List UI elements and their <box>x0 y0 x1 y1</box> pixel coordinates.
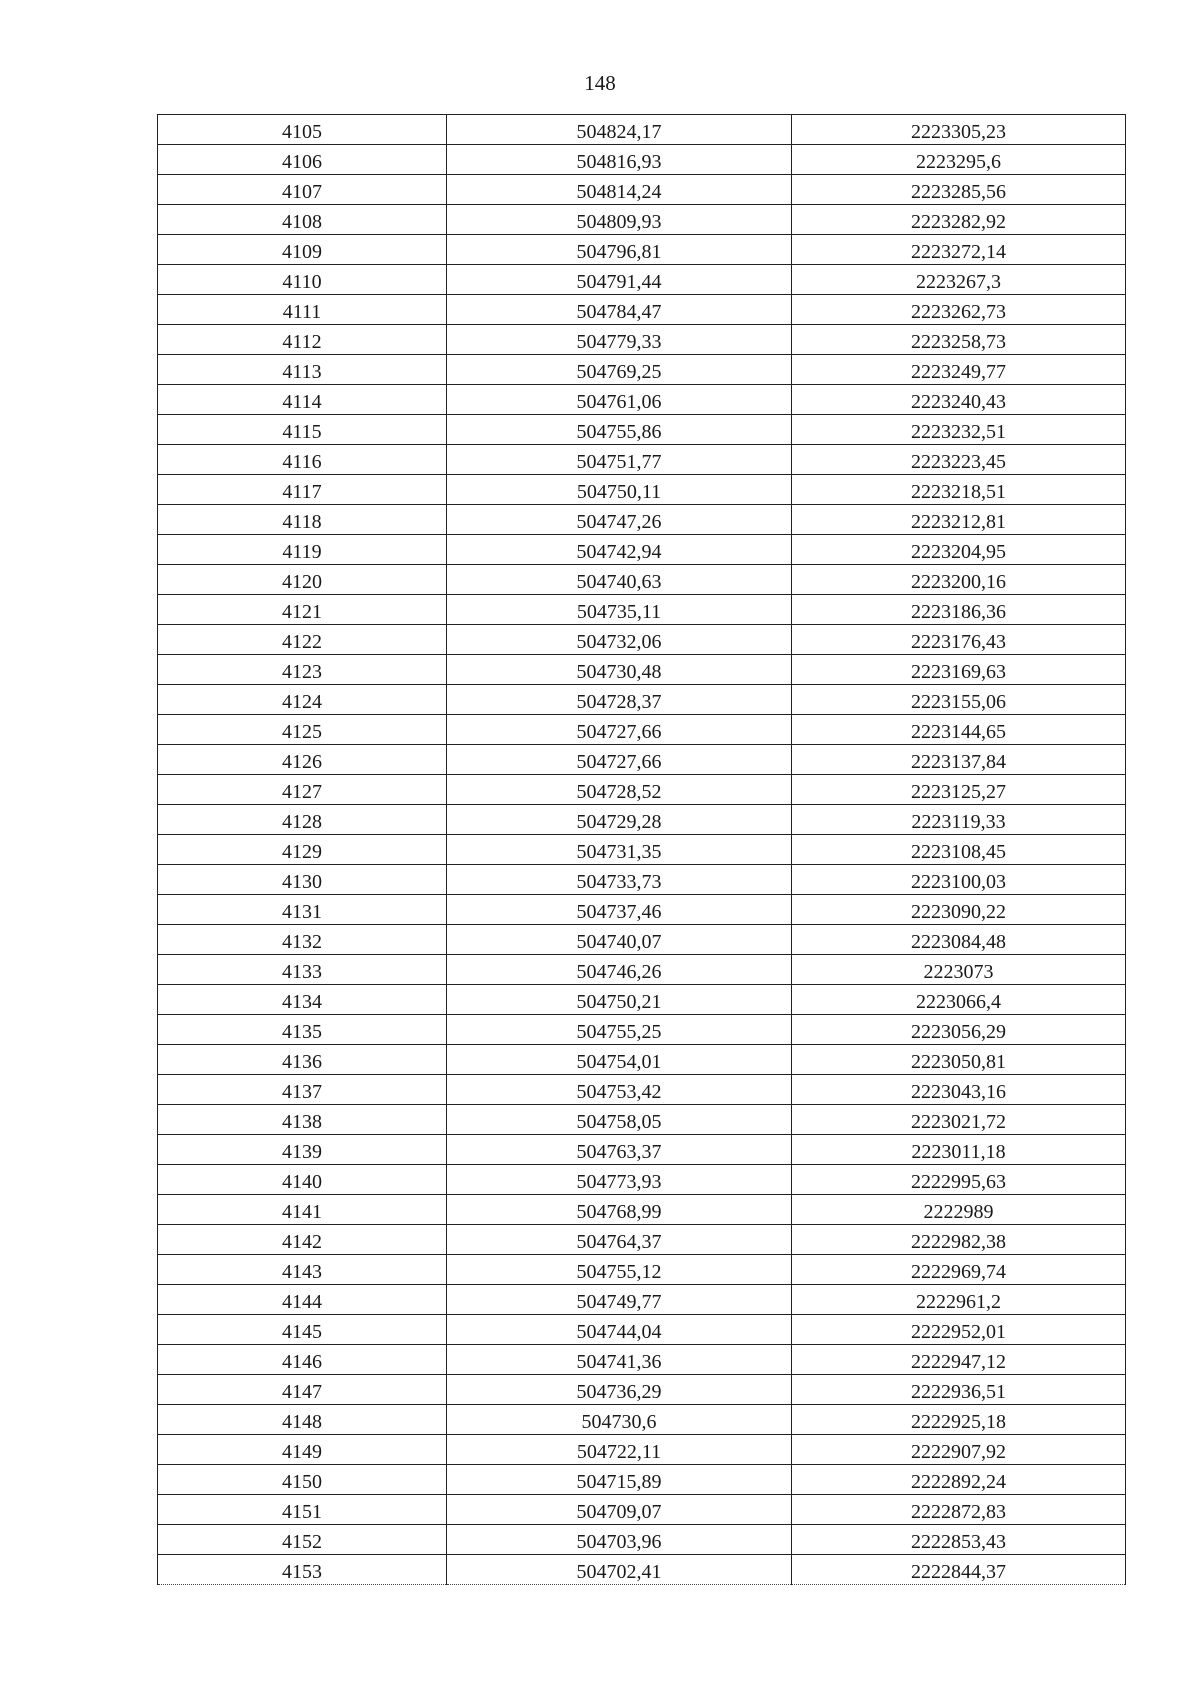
point-number-cell: 4123 <box>158 655 447 685</box>
y-coordinate-cell: 2223295,6 <box>792 145 1126 175</box>
y-coordinate-cell: 2223232,51 <box>792 415 1126 445</box>
x-coordinate-cell: 504816,93 <box>447 145 792 175</box>
table-row <box>158 955 1126 985</box>
point-number-cell: 4108 <box>158 205 447 235</box>
table-row <box>158 895 1126 925</box>
point-number-cell: 4148 <box>158 1405 447 1435</box>
point-number-cell: 4134 <box>158 985 447 1015</box>
point-number-cell: 4121 <box>158 595 447 625</box>
x-coordinate-cell: 504746,26 <box>447 955 792 985</box>
x-coordinate-cell: 504750,11 <box>447 475 792 505</box>
table-row <box>158 685 1126 715</box>
table-row <box>158 1495 1126 1525</box>
coordinates-table-body <box>158 115 1126 1585</box>
table-row <box>158 505 1126 535</box>
table-row <box>158 925 1126 955</box>
y-coordinate-cell: 2223218,51 <box>792 475 1126 505</box>
point-number-cell: 4126 <box>158 745 447 775</box>
y-coordinate-cell: 2223100,03 <box>792 865 1126 895</box>
y-coordinate-cell: 2223021,72 <box>792 1105 1126 1135</box>
table-row <box>158 1315 1126 1345</box>
table-row <box>158 775 1126 805</box>
table-row <box>158 1045 1126 1075</box>
point-number-cell: 4105 <box>158 115 447 145</box>
y-coordinate-cell: 2223119,33 <box>792 805 1126 835</box>
point-number-cell: 4151 <box>158 1495 447 1525</box>
page-number: 148 <box>584 71 616 95</box>
table-row <box>158 1285 1126 1315</box>
x-coordinate-cell: 504736,29 <box>447 1375 792 1405</box>
point-number-cell: 4146 <box>158 1345 447 1375</box>
point-number-cell: 4132 <box>158 925 447 955</box>
point-number-cell: 4127 <box>158 775 447 805</box>
point-number-cell: 4152 <box>158 1525 447 1555</box>
y-coordinate-cell: 2222952,01 <box>792 1315 1126 1345</box>
point-number-cell: 4140 <box>158 1165 447 1195</box>
point-number-cell: 4119 <box>158 535 447 565</box>
y-coordinate-cell: 2223137,84 <box>792 745 1126 775</box>
y-coordinate-cell: 2223066,4 <box>792 985 1126 1015</box>
x-coordinate-cell: 504747,26 <box>447 505 792 535</box>
table-row <box>158 265 1126 295</box>
y-coordinate-cell: 2223285,56 <box>792 175 1126 205</box>
y-coordinate-cell: 2223262,73 <box>792 295 1126 325</box>
x-coordinate-cell: 504728,37 <box>447 685 792 715</box>
x-coordinate-cell: 504740,63 <box>447 565 792 595</box>
y-coordinate-cell: 2223155,06 <box>792 685 1126 715</box>
x-coordinate-cell: 504703,96 <box>447 1525 792 1555</box>
y-coordinate-cell: 2222989 <box>792 1195 1126 1225</box>
point-number-cell: 4120 <box>158 565 447 595</box>
y-coordinate-cell: 2223108,45 <box>792 835 1126 865</box>
table-row <box>158 1105 1126 1135</box>
y-coordinate-cell: 2223223,45 <box>792 445 1126 475</box>
y-coordinate-cell: 2223125,27 <box>792 775 1126 805</box>
x-coordinate-cell: 504744,04 <box>447 1315 792 1345</box>
point-number-cell: 4124 <box>158 685 447 715</box>
x-coordinate-cell: 504796,81 <box>447 235 792 265</box>
x-coordinate-cell: 504763,37 <box>447 1135 792 1165</box>
table-row <box>158 355 1126 385</box>
point-number-cell: 4114 <box>158 385 447 415</box>
table-row <box>158 745 1126 775</box>
x-coordinate-cell: 504729,28 <box>447 805 792 835</box>
y-coordinate-cell: 2223176,43 <box>792 625 1126 655</box>
table-row <box>158 385 1126 415</box>
table-row <box>158 1195 1126 1225</box>
x-coordinate-cell: 504722,11 <box>447 1435 792 1465</box>
x-coordinate-cell: 504764,37 <box>447 1225 792 1255</box>
x-coordinate-cell: 504750,21 <box>447 985 792 1015</box>
y-coordinate-cell: 2223272,14 <box>792 235 1126 265</box>
point-number-cell: 4141 <box>158 1195 447 1225</box>
y-coordinate-cell: 2223169,63 <box>792 655 1126 685</box>
y-coordinate-cell: 2223305,23 <box>792 115 1126 145</box>
x-coordinate-cell: 504728,52 <box>447 775 792 805</box>
table-row <box>158 145 1126 175</box>
x-coordinate-cell: 504755,12 <box>447 1255 792 1285</box>
point-number-cell: 4149 <box>158 1435 447 1465</box>
point-number-cell: 4116 <box>158 445 447 475</box>
x-coordinate-cell: 504755,25 <box>447 1015 792 1045</box>
table-row <box>158 1135 1126 1165</box>
y-coordinate-cell: 2223186,36 <box>792 595 1126 625</box>
y-coordinate-cell: 2223240,43 <box>792 385 1126 415</box>
table-row <box>158 1375 1126 1405</box>
table-row <box>158 595 1126 625</box>
y-coordinate-cell: 2223212,81 <box>792 505 1126 535</box>
point-number-cell: 4110 <box>158 265 447 295</box>
x-coordinate-cell: 504742,94 <box>447 535 792 565</box>
y-coordinate-cell: 2223267,3 <box>792 265 1126 295</box>
x-coordinate-cell: 504730,6 <box>447 1405 792 1435</box>
x-coordinate-cell: 504737,46 <box>447 895 792 925</box>
x-coordinate-cell: 504741,36 <box>447 1345 792 1375</box>
x-coordinate-cell: 504733,73 <box>447 865 792 895</box>
table-row <box>158 1345 1126 1375</box>
table-row <box>158 1465 1126 1495</box>
y-coordinate-cell: 2223011,18 <box>792 1135 1126 1165</box>
x-coordinate-cell: 504709,07 <box>447 1495 792 1525</box>
point-number-cell: 4136 <box>158 1045 447 1075</box>
x-coordinate-cell: 504755,86 <box>447 415 792 445</box>
point-number-cell: 4133 <box>158 955 447 985</box>
x-coordinate-cell: 504768,99 <box>447 1195 792 1225</box>
table-row <box>158 1555 1126 1585</box>
point-number-cell: 4143 <box>158 1255 447 1285</box>
point-number-cell: 4135 <box>158 1015 447 1045</box>
y-coordinate-cell: 2223073 <box>792 955 1126 985</box>
y-coordinate-cell: 2223258,73 <box>792 325 1126 355</box>
x-coordinate-cell: 504779,33 <box>447 325 792 355</box>
point-number-cell: 4118 <box>158 505 447 535</box>
table-row <box>158 175 1126 205</box>
y-coordinate-cell: 2222961,2 <box>792 1285 1126 1315</box>
table-row <box>158 1525 1126 1555</box>
point-number-cell: 4112 <box>158 325 447 355</box>
x-coordinate-cell: 504715,89 <box>447 1465 792 1495</box>
y-coordinate-cell: 2222925,18 <box>792 1405 1126 1435</box>
y-coordinate-cell: 2222969,74 <box>792 1255 1126 1285</box>
table-row <box>158 865 1126 895</box>
table-row <box>158 205 1126 235</box>
y-coordinate-cell: 2222936,51 <box>792 1375 1126 1405</box>
point-number-cell: 4111 <box>158 295 447 325</box>
x-coordinate-cell: 504731,35 <box>447 835 792 865</box>
x-coordinate-cell: 504791,44 <box>447 265 792 295</box>
x-coordinate-cell: 504751,77 <box>447 445 792 475</box>
x-coordinate-cell: 504784,47 <box>447 295 792 325</box>
table-row <box>158 625 1126 655</box>
x-coordinate-cell: 504727,66 <box>447 745 792 775</box>
table-row <box>158 805 1126 835</box>
point-number-cell: 4139 <box>158 1135 447 1165</box>
x-coordinate-cell: 504754,01 <box>447 1045 792 1075</box>
y-coordinate-cell: 2223043,16 <box>792 1075 1126 1105</box>
point-number-cell: 4142 <box>158 1225 447 1255</box>
table-row <box>158 835 1126 865</box>
y-coordinate-cell: 2222995,63 <box>792 1165 1126 1195</box>
point-number-cell: 4137 <box>158 1075 447 1105</box>
x-coordinate-cell: 504773,93 <box>447 1165 792 1195</box>
x-coordinate-cell: 504702,41 <box>447 1555 792 1585</box>
y-coordinate-cell: 2222853,43 <box>792 1525 1126 1555</box>
table-row <box>158 475 1126 505</box>
y-coordinate-cell: 2222982,38 <box>792 1225 1126 1255</box>
table-row <box>158 115 1126 145</box>
y-coordinate-cell: 2222947,12 <box>792 1345 1126 1375</box>
table-row <box>158 1255 1126 1285</box>
y-coordinate-cell: 2222907,92 <box>792 1435 1126 1465</box>
table-row <box>158 1015 1126 1045</box>
table-row <box>158 1405 1126 1435</box>
table-row <box>158 655 1126 685</box>
y-coordinate-cell: 2223090,22 <box>792 895 1126 925</box>
point-number-cell: 4145 <box>158 1315 447 1345</box>
x-coordinate-cell: 504740,07 <box>447 925 792 955</box>
table-row <box>158 415 1126 445</box>
table-row <box>158 1225 1126 1255</box>
x-coordinate-cell: 504824,17 <box>447 115 792 145</box>
point-number-cell: 4128 <box>158 805 447 835</box>
point-number-cell: 4150 <box>158 1465 447 1495</box>
table-row <box>158 295 1126 325</box>
point-number-cell: 4106 <box>158 145 447 175</box>
table-row <box>158 715 1126 745</box>
table-row <box>158 535 1126 565</box>
table-row <box>158 325 1126 355</box>
y-coordinate-cell: 2223200,16 <box>792 565 1126 595</box>
point-number-cell: 4125 <box>158 715 447 745</box>
y-coordinate-cell: 2223249,77 <box>792 355 1126 385</box>
table-row <box>158 235 1126 265</box>
y-coordinate-cell: 2223056,29 <box>792 1015 1126 1045</box>
x-coordinate-cell: 504735,11 <box>447 595 792 625</box>
table-row <box>158 565 1126 595</box>
x-coordinate-cell: 504758,05 <box>447 1105 792 1135</box>
y-coordinate-cell: 2223084,48 <box>792 925 1126 955</box>
point-number-cell: 4129 <box>158 835 447 865</box>
y-coordinate-cell: 2223282,92 <box>792 205 1126 235</box>
x-coordinate-cell: 504753,42 <box>447 1075 792 1105</box>
point-number-cell: 4138 <box>158 1105 447 1135</box>
coordinates-table <box>157 114 1126 1585</box>
point-number-cell: 4113 <box>158 355 447 385</box>
x-coordinate-cell: 504809,93 <box>447 205 792 235</box>
y-coordinate-cell: 2222872,83 <box>792 1495 1126 1525</box>
point-number-cell: 4109 <box>158 235 447 265</box>
x-coordinate-cell: 504730,48 <box>447 655 792 685</box>
y-coordinate-cell: 2223144,65 <box>792 715 1126 745</box>
x-coordinate-cell: 504732,06 <box>447 625 792 655</box>
point-number-cell: 4107 <box>158 175 447 205</box>
table-row <box>158 1165 1126 1195</box>
x-coordinate-cell: 504761,06 <box>447 385 792 415</box>
table-row <box>158 1075 1126 1105</box>
table-row <box>158 445 1126 475</box>
point-number-cell: 4147 <box>158 1375 447 1405</box>
table-row <box>158 985 1126 1015</box>
y-coordinate-cell: 2222844,37 <box>792 1555 1126 1585</box>
point-number-cell: 4117 <box>158 475 447 505</box>
table-row <box>158 1435 1126 1465</box>
y-coordinate-cell: 2223050,81 <box>792 1045 1126 1075</box>
x-coordinate-cell: 504769,25 <box>447 355 792 385</box>
x-coordinate-cell: 504727,66 <box>447 715 792 745</box>
point-number-cell: 4153 <box>158 1555 447 1585</box>
y-coordinate-cell: 2223204,95 <box>792 535 1126 565</box>
y-coordinate-cell: 2222892,24 <box>792 1465 1126 1495</box>
point-number-cell: 4122 <box>158 625 447 655</box>
point-number-cell: 4115 <box>158 415 447 445</box>
x-coordinate-cell: 504749,77 <box>447 1285 792 1315</box>
point-number-cell: 4130 <box>158 865 447 895</box>
x-coordinate-cell: 504814,24 <box>447 175 792 205</box>
point-number-cell: 4131 <box>158 895 447 925</box>
point-number-cell: 4144 <box>158 1285 447 1315</box>
